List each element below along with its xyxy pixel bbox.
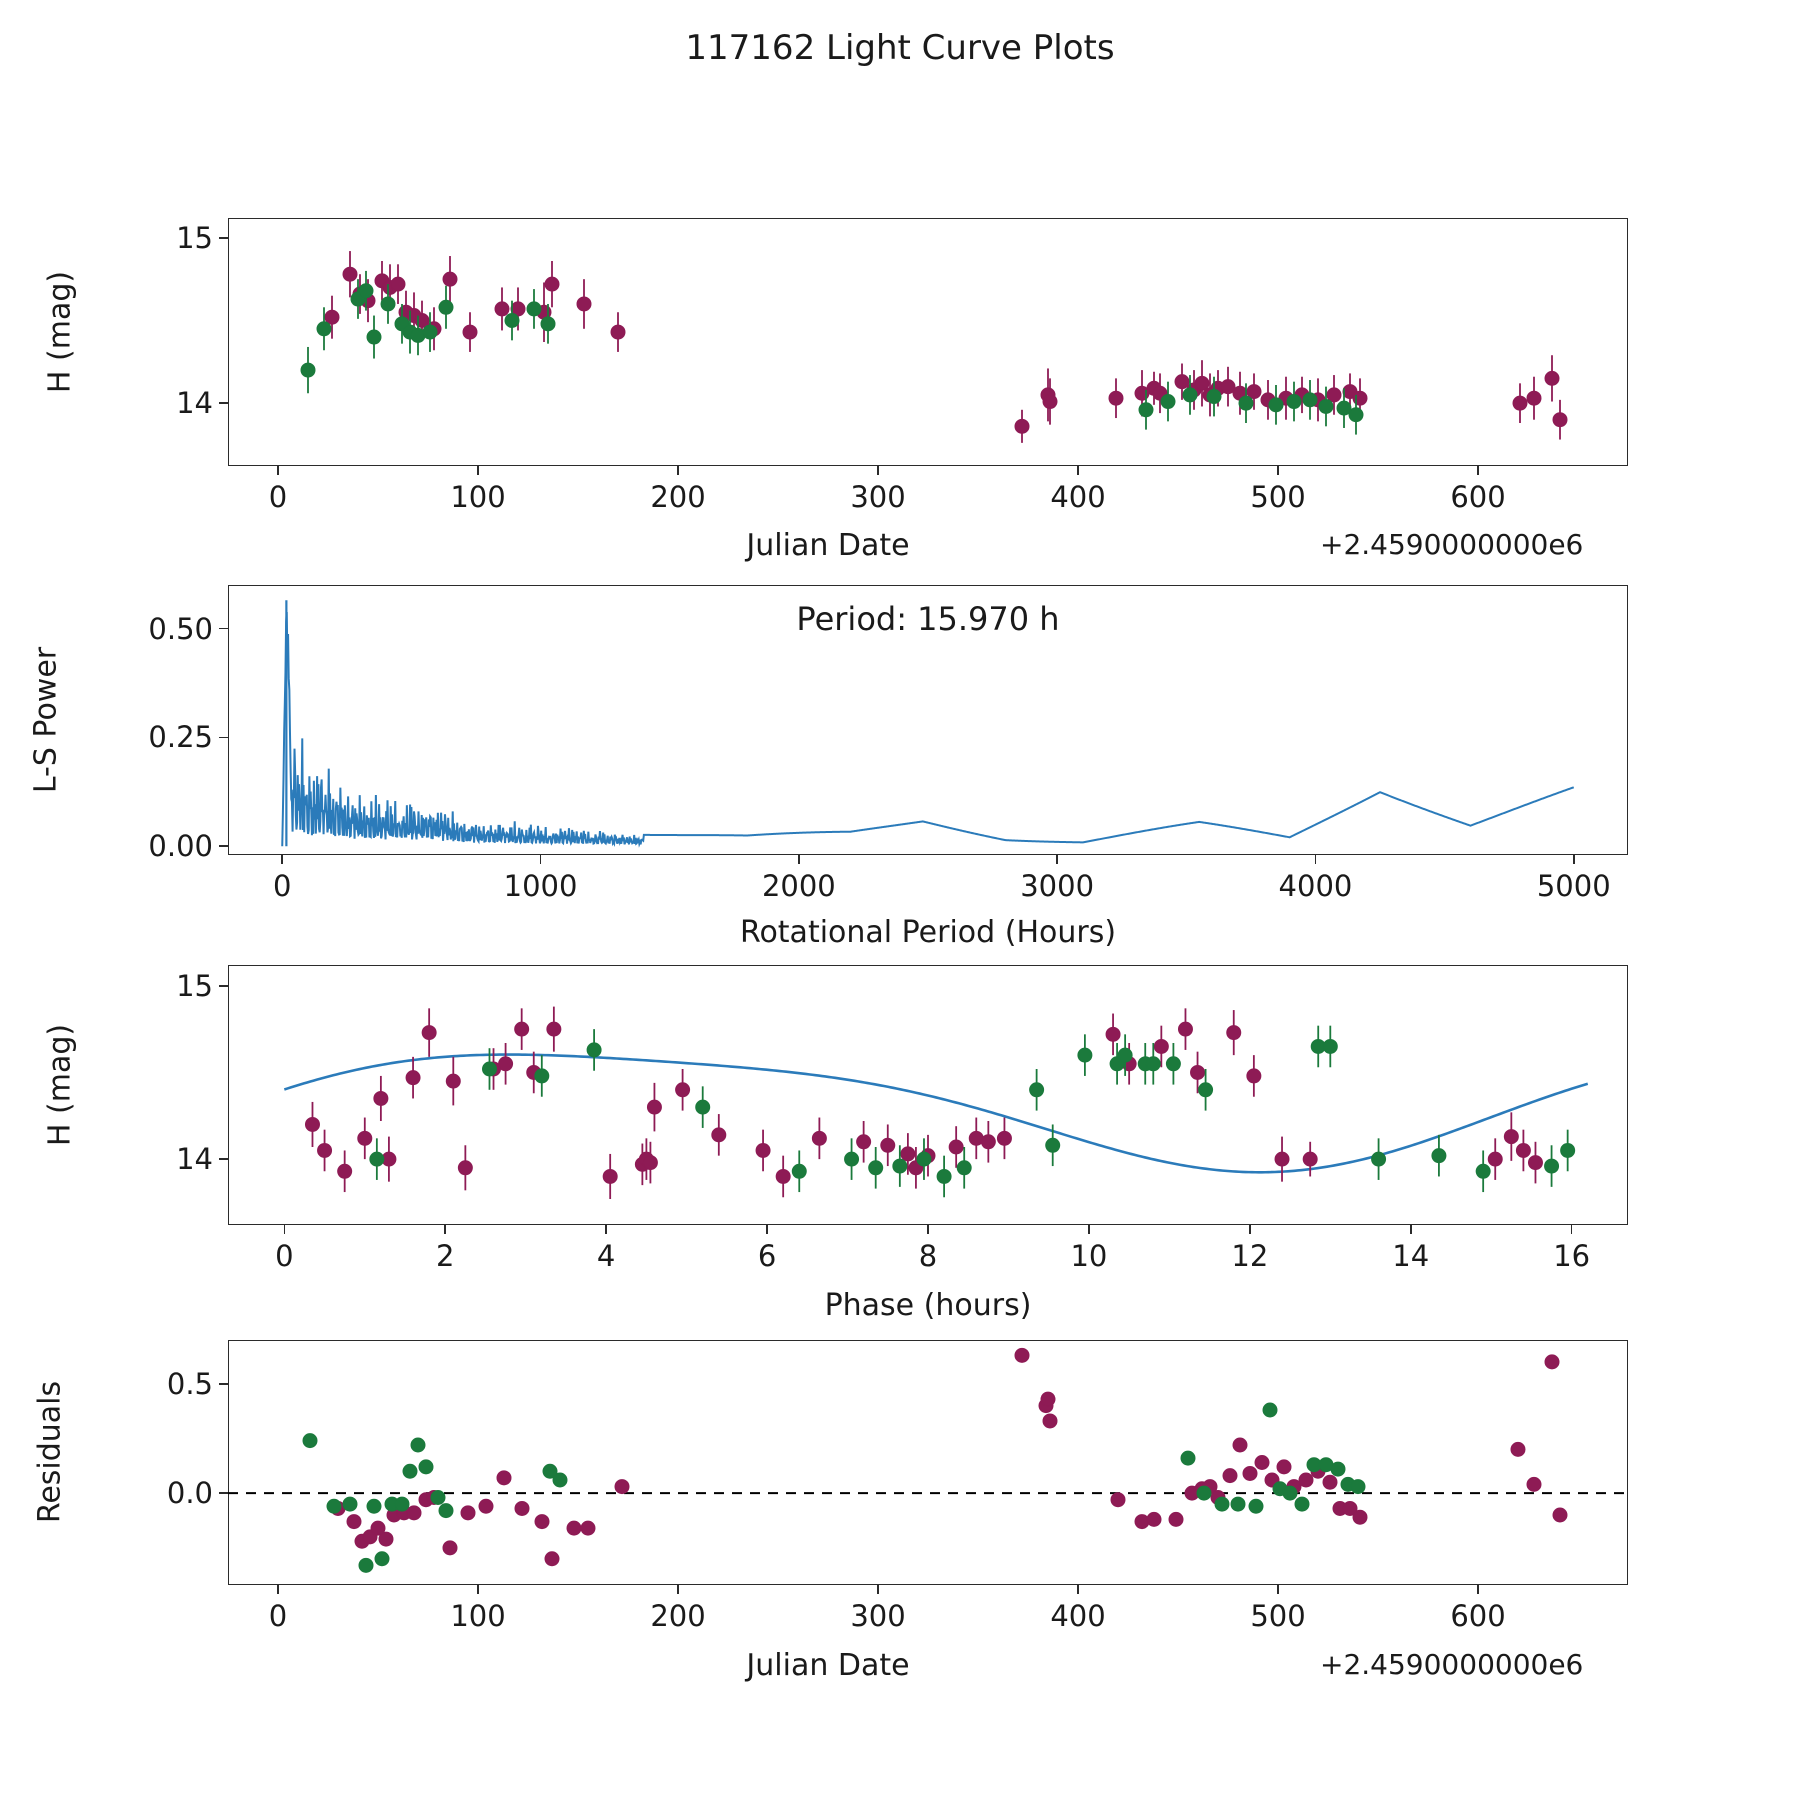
data-point <box>439 1504 453 1518</box>
data-point <box>676 1083 690 1097</box>
data-point <box>1191 1065 1205 1079</box>
y-tick-label: 0.0 <box>166 1476 213 1511</box>
y-tick-mark <box>219 985 228 987</box>
y-tick-label: 15 <box>176 220 213 255</box>
x-tick-label: 0 <box>268 1599 288 1633</box>
y-tick-label: 15 <box>176 968 213 1003</box>
data-point <box>553 1473 567 1487</box>
data-point <box>577 297 591 311</box>
phased-curve-plot-area <box>228 965 1628 1225</box>
data-point <box>696 1100 710 1114</box>
x-tick-label: 10 <box>1070 1239 1108 1273</box>
data-point <box>845 1152 859 1166</box>
data-point <box>535 1515 549 1529</box>
data-point <box>343 267 357 281</box>
data-point <box>611 325 625 339</box>
x-tick-mark <box>444 1225 446 1234</box>
data-point <box>949 1140 963 1154</box>
x-tick-mark <box>1410 1225 1412 1234</box>
data-point <box>443 272 457 286</box>
x-tick-mark <box>1277 1585 1279 1594</box>
data-point <box>1323 1475 1337 1489</box>
data-point <box>581 1521 595 1535</box>
data-point <box>406 1071 420 1085</box>
data-point <box>1147 1512 1161 1526</box>
data-point <box>812 1131 826 1145</box>
x-tick-label: 500 <box>1250 1599 1306 1633</box>
data-point <box>338 1164 352 1178</box>
data-point <box>317 322 331 336</box>
y-tick-label: 0.5 <box>166 1366 213 1401</box>
data-point <box>756 1143 770 1157</box>
x-tick-mark <box>1077 466 1079 475</box>
y-tick-mark <box>219 1383 228 1385</box>
data-point <box>403 1464 417 1478</box>
data-point <box>535 1069 549 1083</box>
data-point <box>303 1434 317 1448</box>
x-tick-label: 1000 <box>503 869 578 903</box>
data-point <box>1303 1152 1317 1166</box>
data-point <box>482 1062 496 1076</box>
data-point <box>1545 1355 1559 1369</box>
x-tick-label: 300 <box>850 1599 906 1633</box>
y-tick-mark <box>219 845 228 847</box>
data-point <box>1545 371 1559 385</box>
data-point <box>1161 395 1175 409</box>
data-point <box>359 284 373 298</box>
x-tick-label: 16 <box>1553 1239 1591 1273</box>
y-tick-mark <box>219 237 228 239</box>
data-point <box>547 1022 561 1036</box>
series-survey-a <box>325 251 1567 443</box>
data-point <box>1528 1156 1542 1170</box>
data-point <box>1118 1048 1132 1062</box>
model-fit-curve <box>284 1055 1587 1173</box>
x-tick-label: 2000 <box>761 869 836 903</box>
data-point <box>419 1460 433 1474</box>
data-point <box>375 1552 389 1566</box>
data-point <box>901 1147 915 1161</box>
data-point <box>1545 1159 1559 1173</box>
x-tick-mark <box>605 1225 607 1234</box>
x-tick-label: 5000 <box>1536 869 1611 903</box>
data-point <box>1349 408 1363 422</box>
series-survey-b <box>303 1403 1365 1572</box>
data-point <box>1043 1414 1057 1428</box>
x-tick-mark <box>677 1585 679 1594</box>
x-tick-label: 100 <box>450 480 506 514</box>
periodogram-line <box>282 612 1574 846</box>
data-point <box>358 1131 372 1145</box>
data-point <box>1319 399 1333 413</box>
series-survey-b <box>370 1026 1575 1198</box>
x-tick-label: 6 <box>757 1239 777 1273</box>
data-point <box>318 1143 332 1157</box>
x-tick-mark <box>477 1585 479 1594</box>
data-point <box>1504 1130 1518 1144</box>
data-point <box>1046 1138 1060 1152</box>
data-point <box>439 300 453 314</box>
data-point <box>443 1541 457 1555</box>
data-point <box>1277 1460 1291 1474</box>
data-point <box>395 1497 409 1511</box>
data-point <box>1287 395 1301 409</box>
x-tick-mark <box>1277 466 1279 475</box>
data-point <box>1109 391 1123 405</box>
data-point <box>463 325 477 339</box>
data-point <box>957 1161 971 1175</box>
x-tick-mark <box>1249 1225 1251 1234</box>
light-curve-plot-area <box>228 218 1628 466</box>
data-point <box>1243 1466 1257 1480</box>
data-point <box>1146 1057 1160 1071</box>
data-point <box>458 1161 472 1175</box>
data-point <box>1169 1512 1183 1526</box>
data-point <box>1030 1083 1044 1097</box>
x-tick-label: 200 <box>650 1599 706 1633</box>
x-tick-label: 8 <box>918 1239 938 1273</box>
data-point <box>347 1515 361 1529</box>
y-tick-mark <box>219 1492 228 1494</box>
x-tick-mark <box>284 1225 286 1234</box>
data-point <box>497 1471 511 1485</box>
data-point <box>499 1057 513 1071</box>
data-point <box>1488 1152 1502 1166</box>
x-tick-mark <box>1077 1585 1079 1594</box>
xlabel-julian-date-1: Julian Date <box>746 528 910 563</box>
data-point <box>391 277 405 291</box>
data-point <box>1561 1143 1575 1157</box>
data-point <box>1199 1083 1213 1097</box>
data-point <box>1299 1473 1313 1487</box>
data-point <box>1233 1438 1247 1452</box>
data-point <box>1015 419 1029 433</box>
data-point <box>587 1043 601 1057</box>
data-point <box>367 1499 381 1513</box>
x-tick-label: 300 <box>850 480 906 514</box>
x-tick-label: 4 <box>596 1239 616 1273</box>
x-tick-mark <box>1088 1225 1090 1234</box>
data-point <box>1255 1456 1269 1470</box>
panel-phased-curve <box>228 965 1628 1225</box>
y-tick-label: 0.25 <box>148 720 213 755</box>
data-point <box>1303 393 1317 407</box>
data-point <box>1323 1039 1337 1053</box>
xlabel-julian-date-2: Julian Date <box>746 1648 910 1683</box>
data-point <box>712 1128 726 1142</box>
data-point <box>1513 396 1527 410</box>
x-tick-label: 14 <box>1392 1239 1430 1273</box>
data-point <box>917 1152 931 1166</box>
data-point <box>422 1026 436 1040</box>
x-tick-label: 600 <box>1450 480 1506 514</box>
data-point <box>515 1501 529 1515</box>
y-tick-mark <box>219 628 228 630</box>
y-tick-label: 14 <box>176 1142 213 1177</box>
data-point <box>869 1161 883 1175</box>
data-point <box>301 363 315 377</box>
y-tick-label: 14 <box>176 386 213 421</box>
x-tick-mark <box>1477 466 1479 475</box>
data-point <box>1553 1508 1567 1522</box>
data-point <box>1078 1048 1092 1062</box>
x-tick-label: 500 <box>1250 480 1306 514</box>
x-tick-label: 2 <box>436 1239 455 1273</box>
data-point <box>1139 403 1153 417</box>
x-tick-mark <box>1571 1225 1573 1234</box>
panel-light-curve <box>228 218 1628 466</box>
panel-residuals <box>228 1340 1628 1585</box>
data-point <box>407 1506 421 1520</box>
data-point <box>1269 398 1283 412</box>
data-point <box>1432 1149 1446 1163</box>
data-point <box>1511 1442 1525 1456</box>
page-title: 117162 Light Curve Plots <box>685 28 1115 68</box>
y-tick-label: 0.50 <box>148 611 213 646</box>
x-tick-label: 0 <box>275 1239 294 1273</box>
data-point <box>1154 1039 1168 1053</box>
data-point <box>647 1100 661 1114</box>
data-point <box>505 314 519 328</box>
x-tick-mark <box>277 1585 279 1594</box>
data-point <box>327 1499 341 1513</box>
x-tick-mark <box>281 855 283 864</box>
data-point <box>1553 413 1567 427</box>
data-point <box>411 1438 425 1452</box>
data-point <box>1239 396 1253 410</box>
data-point <box>1183 388 1197 402</box>
data-point <box>981 1135 995 1149</box>
data-point <box>370 1152 384 1166</box>
data-point <box>461 1506 475 1520</box>
ylabel-residuals: Residuals <box>32 1380 68 1524</box>
data-point <box>1207 390 1221 404</box>
data-point <box>1166 1057 1180 1071</box>
x-tick-mark <box>1315 855 1317 864</box>
data-point <box>1227 1026 1241 1040</box>
data-point <box>997 1131 1011 1145</box>
data-point <box>527 302 541 316</box>
data-point <box>1331 1462 1345 1476</box>
y-tick-label: 0.00 <box>148 829 213 864</box>
data-point <box>541 317 555 331</box>
data-point <box>1106 1027 1120 1041</box>
x-tick-label: 3000 <box>1020 869 1095 903</box>
data-point <box>515 1022 529 1036</box>
x-tick-mark <box>1056 855 1058 864</box>
data-point <box>893 1159 907 1173</box>
ylabel-h-mag-1: H (mag) <box>42 270 78 394</box>
data-point <box>603 1169 617 1183</box>
x-offset-label-2: +2.4590000000e6 <box>1320 1648 1584 1681</box>
data-point <box>1181 1451 1195 1465</box>
y-tick-mark <box>219 737 228 739</box>
x-tick-label: 600 <box>1450 1599 1506 1633</box>
data-point <box>1295 1497 1309 1511</box>
data-point <box>1275 1152 1289 1166</box>
x-tick-mark <box>1573 855 1575 864</box>
series-survey-b <box>301 271 1363 435</box>
data-point <box>857 1135 871 1149</box>
data-point <box>776 1169 790 1183</box>
x-tick-label: 12 <box>1231 1239 1269 1273</box>
x-tick-label: 200 <box>650 480 706 514</box>
period-annotation: Period: 15.970 h <box>796 600 1060 638</box>
x-tick-mark <box>277 466 279 475</box>
x-tick-mark <box>877 1585 879 1594</box>
data-point <box>431 1491 445 1505</box>
data-point <box>792 1164 806 1178</box>
ylabel-h-mag-2: H (mag) <box>42 1023 78 1147</box>
data-point <box>1231 1497 1245 1511</box>
x-tick-label: 100 <box>450 1599 506 1633</box>
xlabel-phase-hours: Phase (hours) <box>824 1288 1032 1323</box>
data-point <box>446 1074 460 1088</box>
data-point <box>1223 1469 1237 1483</box>
data-point <box>1178 1022 1192 1036</box>
x-tick-mark <box>477 466 479 475</box>
data-point <box>495 302 509 316</box>
x-tick-mark <box>1477 1585 1479 1594</box>
data-point <box>367 330 381 344</box>
data-point <box>1516 1143 1530 1157</box>
x-tick-label: 4000 <box>1278 869 1353 903</box>
data-point <box>1249 1499 1263 1513</box>
x-tick-label: 400 <box>1050 480 1106 514</box>
data-point <box>1353 1510 1367 1524</box>
x-tick-mark <box>540 855 542 864</box>
data-point <box>379 1532 393 1546</box>
data-point <box>1197 1486 1211 1500</box>
data-point <box>545 277 559 291</box>
x-offset-label-1: +2.4590000000e6 <box>1320 528 1584 561</box>
y-tick-mark <box>219 402 228 404</box>
data-point <box>374 1091 388 1105</box>
x-tick-mark <box>798 855 800 864</box>
data-point <box>1527 391 1541 405</box>
data-point <box>1175 375 1189 389</box>
data-point <box>1351 1480 1365 1494</box>
x-tick-mark <box>677 466 679 475</box>
x-tick-label: 0 <box>268 480 288 514</box>
ylabel-ls-power: L-S Power <box>28 646 64 794</box>
x-tick-mark <box>766 1225 768 1234</box>
data-point <box>1527 1477 1541 1491</box>
data-point <box>1283 1486 1297 1500</box>
data-point <box>1043 395 1057 409</box>
xlabel-rotational-period: Rotational Period (Hours) <box>739 915 1117 950</box>
data-point <box>1372 1152 1386 1166</box>
residuals-plot-area <box>228 1340 1628 1585</box>
x-tick-label: 400 <box>1050 1599 1106 1633</box>
data-point <box>643 1156 657 1170</box>
x-tick-label: 0 <box>273 869 292 903</box>
data-point <box>567 1521 581 1535</box>
data-point <box>381 297 395 311</box>
data-point <box>479 1499 493 1513</box>
data-point <box>545 1552 559 1566</box>
data-point <box>1015 1348 1029 1362</box>
data-point <box>1041 1392 1055 1406</box>
data-point <box>615 1480 629 1494</box>
data-point <box>1476 1164 1490 1178</box>
data-point <box>1247 1069 1261 1083</box>
data-point <box>343 1497 357 1511</box>
x-tick-mark <box>927 1225 929 1234</box>
data-point <box>937 1169 951 1183</box>
data-point <box>359 1558 373 1572</box>
data-point <box>423 325 437 339</box>
data-point <box>1215 1497 1229 1511</box>
series-survey-a <box>331 1348 1567 1565</box>
y-tick-mark <box>219 1158 228 1160</box>
data-point <box>1263 1403 1277 1417</box>
data-point <box>1111 1493 1125 1507</box>
data-point <box>881 1138 895 1152</box>
data-point <box>305 1117 319 1131</box>
x-tick-mark <box>877 466 879 475</box>
